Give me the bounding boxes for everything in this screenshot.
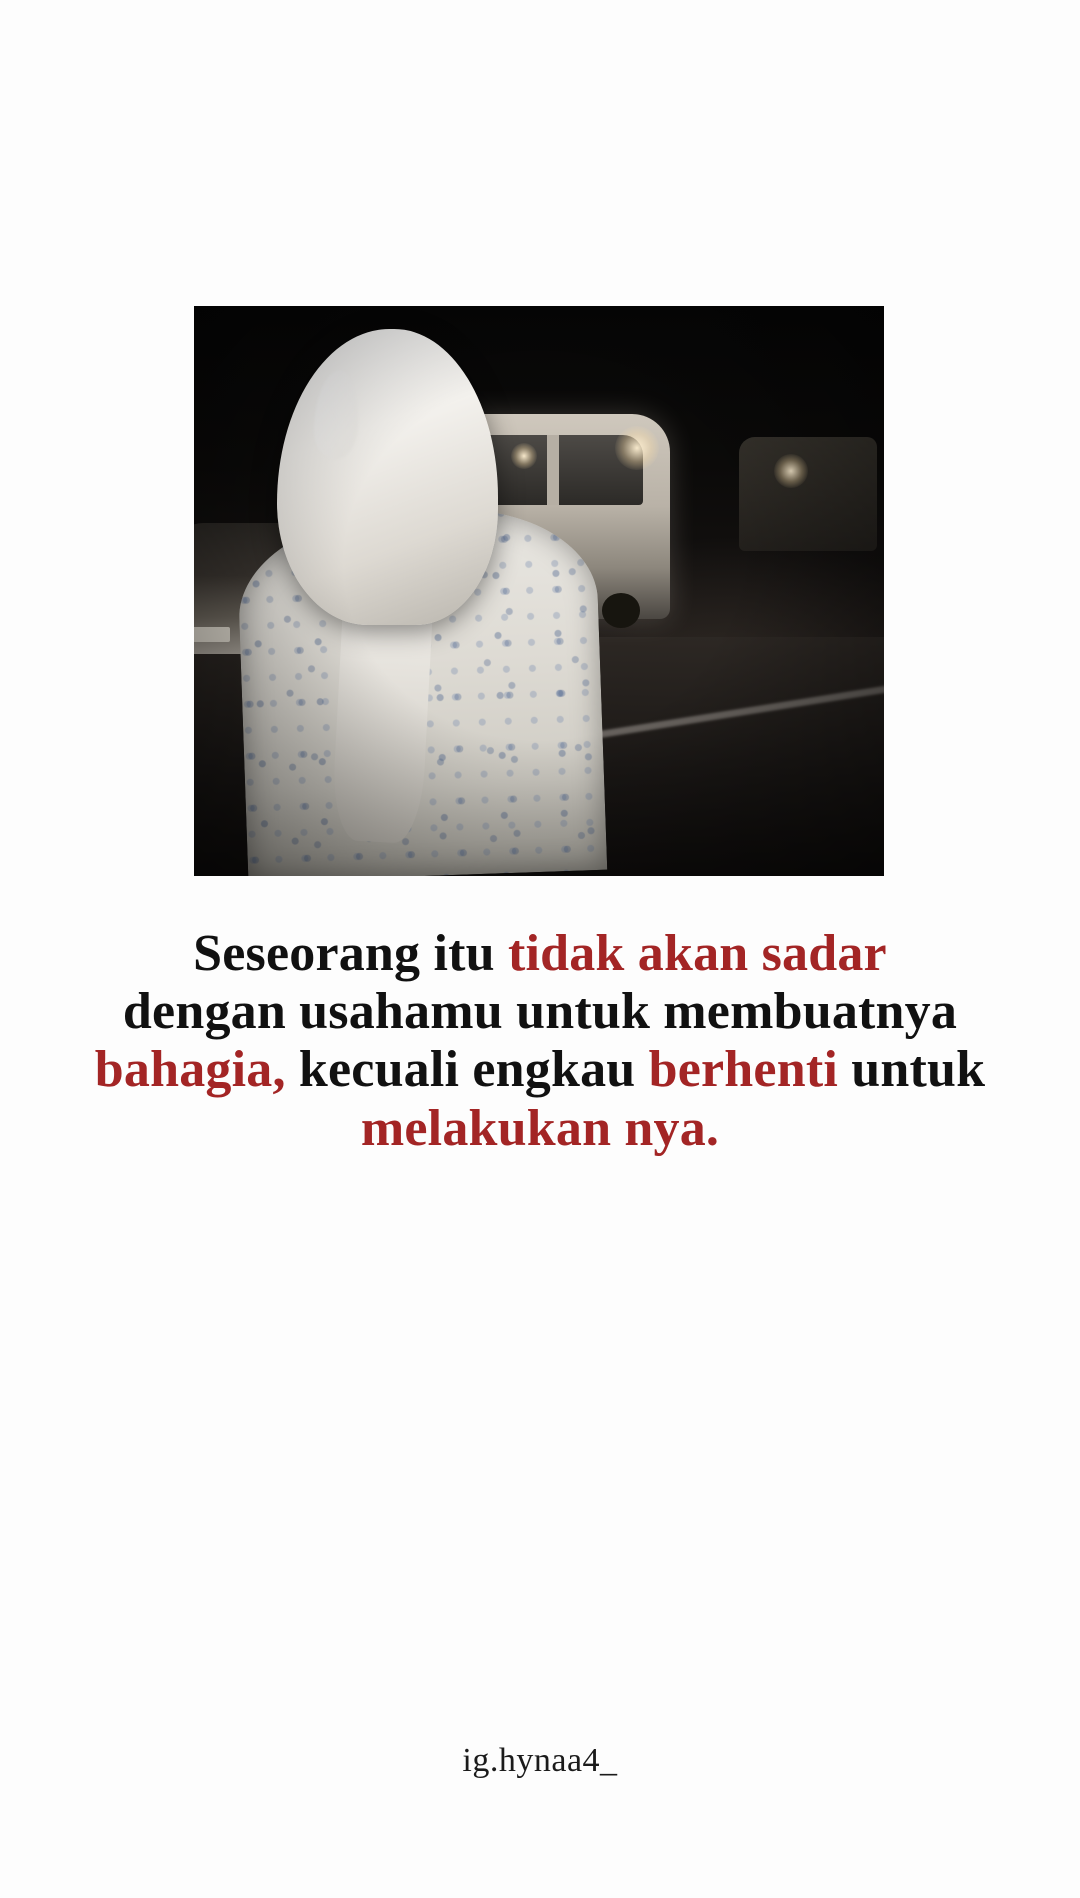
photo-frame — [194, 306, 884, 876]
author-handle: ig.hynaa4_ — [462, 1742, 618, 1779]
photo-image — [194, 306, 884, 876]
street-light-glow — [615, 426, 659, 470]
quote-caption — [90, 925, 990, 1158]
caption-highlight: melakukan nya. — [360, 1099, 720, 1157]
street-light-glow — [511, 443, 537, 469]
caption-text: untuk — [838, 1041, 986, 1099]
street-light-glow — [774, 454, 808, 488]
hijab-fold — [314, 370, 358, 459]
caption-text: Seseorang itu — [193, 925, 508, 982]
car-wheel-rear — [602, 593, 641, 628]
caption-highlight: tidak akan sadar — [507, 925, 887, 982]
caption-line — [90, 1100, 990, 1158]
license-plate — [194, 627, 230, 641]
caption-line — [90, 983, 990, 1041]
car-pillar — [547, 435, 558, 505]
caption-line — [90, 925, 990, 983]
caption-highlight: berhenti — [648, 1041, 838, 1099]
caption-text: dengan usahamu untuk membuatnya — [122, 983, 958, 1041]
caption-highlight: bahagia, — [94, 1041, 286, 1099]
caption-line — [90, 1041, 990, 1099]
background-car-far — [739, 437, 877, 551]
subject-hijab — [277, 329, 498, 625]
caption-text: kecuali engkau — [285, 1041, 649, 1099]
